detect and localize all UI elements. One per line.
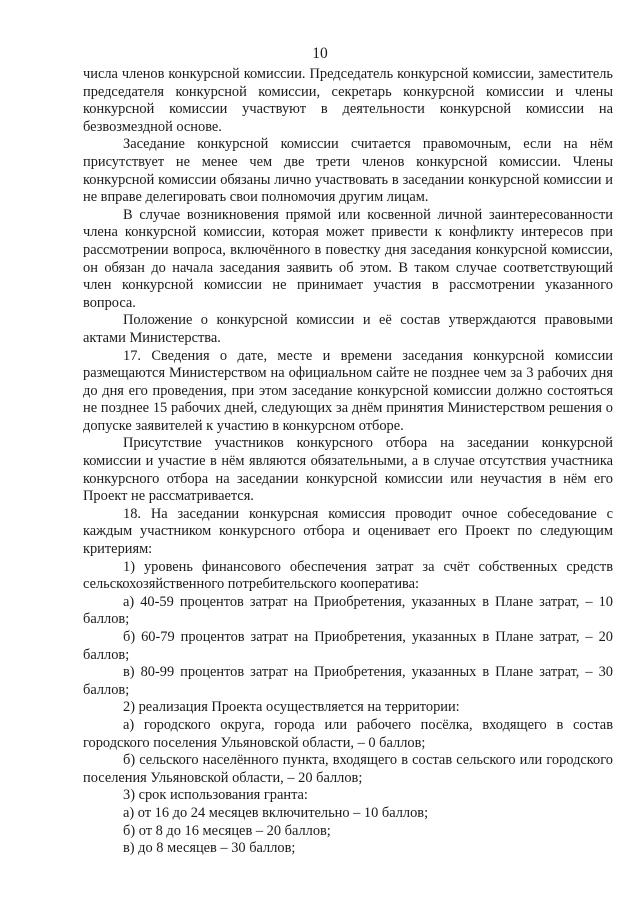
paragraph: 2) реализация Проекта осуществляется на территории: [123,699,460,716]
paragraph: в) 80-99 процентов затрат на Приобретения, указанных в Плане затрат, – 30 баллов; [83,664,613,698]
paragraph: числа членов конкурсной комиссии. Председатель конкурсной комиссии, заместитель председателя конкурсной комиссии, секретарь конкурсной комиссии и члены конкурсной комиссии участвуют в деятельности конкурсной комиссии на безвозмездной основе. [83,66,613,135]
paragraph: 1) уровень финансового обеспечения затрат за счёт собственных средств сельскохозяйственного потребительского кооператива: [83,558,613,593]
paragraph: в) до 8 месяцев – 30 баллов; [123,840,296,857]
paragraph: а) от 16 до 24 месяцев включительно – 10 баллов; [123,804,429,821]
paragraph: 3) срок использования гранта: [123,787,308,804]
document-body [83,66,613,858]
paragraph: а) городского округа, города или рабочего посёлка, входящего в состав городского поселения Ульяновской области, – 0 баллов; [83,716,613,751]
paragraph: 18. На заседании конкурсная комиссия проводит очное собеседование с каждым участником конкурсного отбора и оценивает его Проект по следующим критериям: [83,505,613,558]
paragraph: Присутствие участников конкурсного отбора на заседании конкурсной комиссии и участие в нём являются обязательными, а в случае отсутствия участника конкурсного отбора на заседании конкурсной комиссии или неучастия в нём его Проект не рассматривается. [83,435,613,505]
paragraph: Заседание конкурсной комиссии считается правомочным, если на нём присутствует не менее чем две трети членов конкурсной комиссии. Члены конкурсной комиссии обязаны лично участвовать в заседании конкурсной комиссии и не вправе делегировать свои полномочия другим лицам. [83,136,613,206]
page-number: 10 [312,45,328,62]
paragraph: б) 60-79 процентов затрат на Приобретения, указанных в Плане затрат, – 20 баллов; [83,629,613,663]
paragraph: Положение о конкурсной комиссии и её состав утверждаются правовыми актами Министерства. [83,312,613,346]
paragraph: В случае возникновения прямой или косвенной личной заинтересованности члена конкурсной комиссии, которая может привести к конфликту интересов при рассмотрении вопроса, включённого в повестку дня заседания конкурсной комиссии, он обязан до начала заседания заявить об этом. В таком случае соответствующий член конкурсной комиссии не принимает участия в рассмотрении указанного вопроса. [83,206,613,311]
paragraph: б) сельского населённого пункта, входящего в состав сельского или городского поселения Ульяновской области, – 20 баллов; [83,752,613,786]
paragraph: б) от 8 до 16 месяцев – 20 баллов; [123,822,331,839]
paragraph: 17. Сведения о дате, месте и времени заседания конкурсной комиссии размещаются Министерством на официальном сайте не позднее чем за 3 рабочих дня до дня его проведения, при этом заседание конкурсной комиссии должно состояться не позднее 15 рабочих дней, следующих за днём принятия Министерством решения о допуске заявителей к участию в конкурсном отборе. [83,347,613,434]
paragraph: а) 40-59 процентов затрат на Приобретения, указанных в Плане затрат, – 10 баллов; [83,593,613,628]
